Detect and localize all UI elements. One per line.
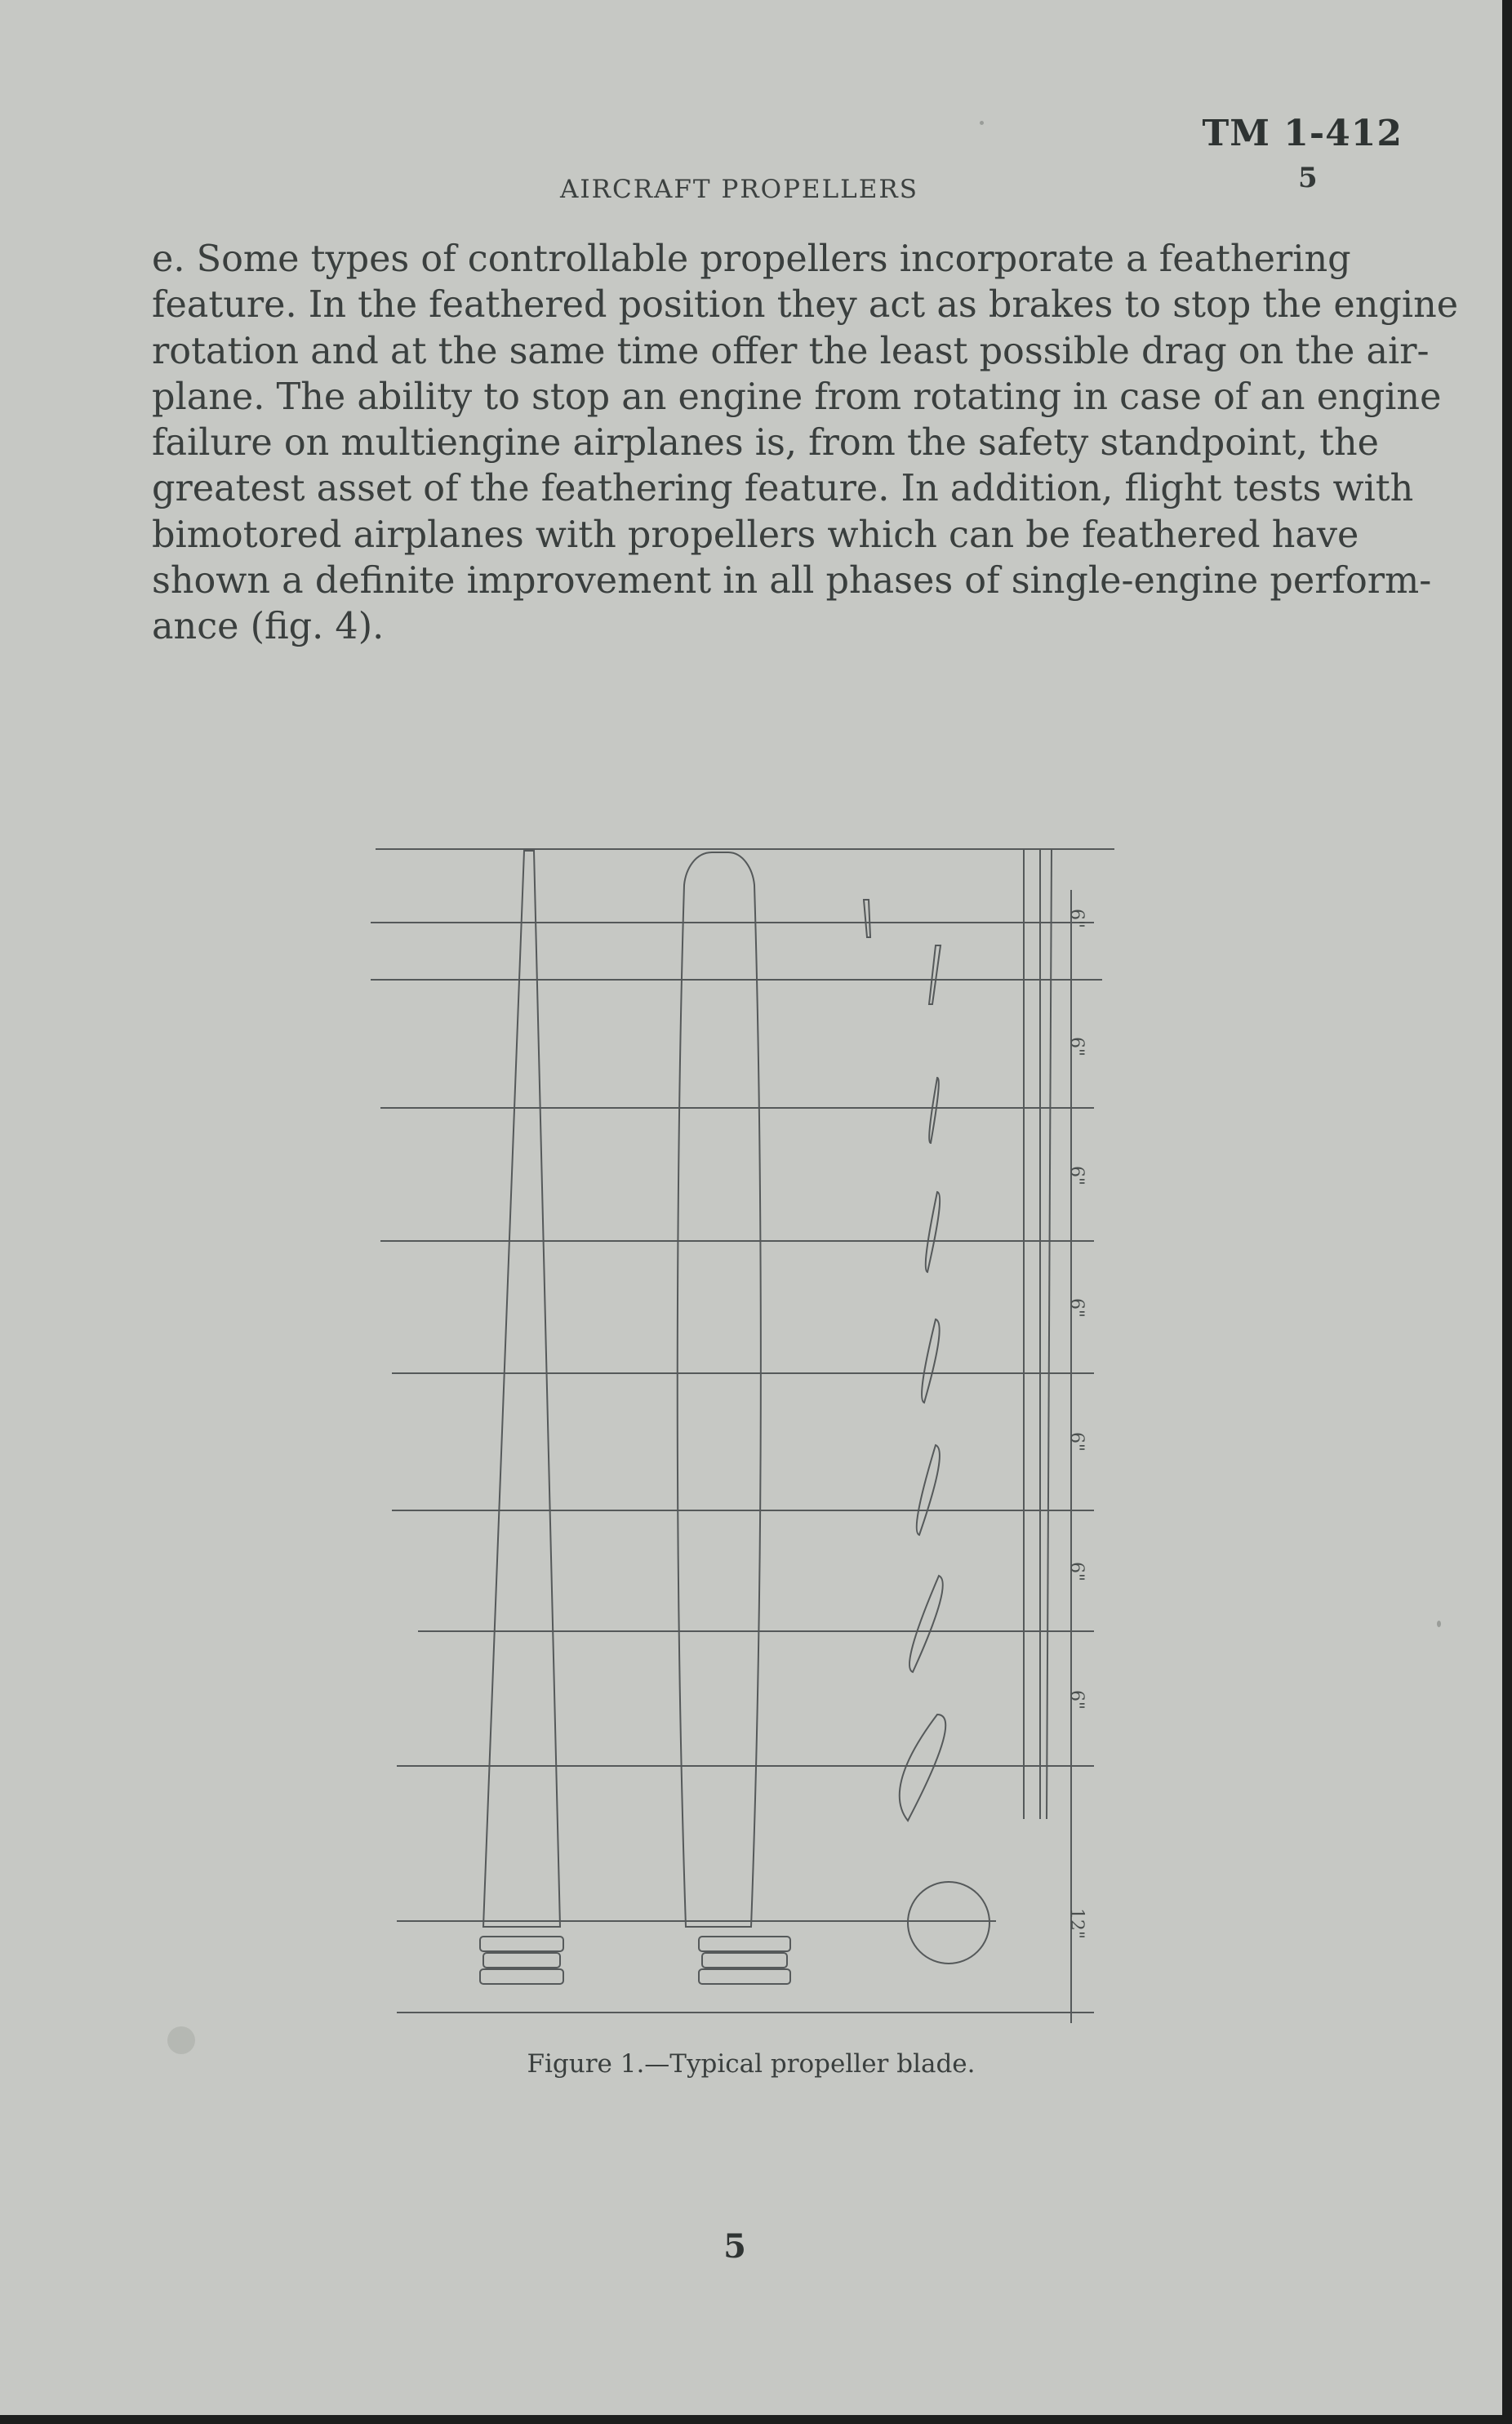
dimension-label: 6" [1066,1431,1087,1452]
page-number-bottom: 5 [723,2227,746,2266]
body-line: feature. In the feathered position they act as brakes to stop the engine [152,284,1459,327]
body-line: greatest asset of the feathering feature. In addition, flight tests with [152,468,1414,510]
body-line: e. Some types of controllable propellers incorporate a feathering [152,238,1351,280]
dimension-label: 6" [1066,1561,1087,1582]
running-head: AIRCRAFT PROPELLERS [560,175,918,204]
figure-caption: Figure 1.—Typical propeller blade. [527,2049,976,2079]
dimension-label: 6" [1066,1297,1087,1319]
body-line: rotation and at the same time offer the least possible drag on the air- [152,330,1430,372]
dimension-label: 6" [1066,1689,1087,1710]
body-line: shown a definite improvement in all phases of single-engine perform- [152,560,1432,603]
dimension-label: 6" [1066,1165,1087,1186]
dimension-label: 6" [1066,908,1087,929]
paper-speck [980,121,984,125]
document-id: TM 1-412 [1202,113,1403,154]
blade-hub-right [699,1937,790,1984]
station-lines [371,849,1114,2013]
airfoil-sections [864,900,989,1964]
blade-hub-left [480,1937,563,1984]
body-line: ance (fig. 4). [152,606,385,648]
propeller-blade-figure [359,833,1127,2041]
page-number-top: 5 [1298,162,1318,194]
body-paragraph [152,237,1459,651]
body-line: failure on multiengine airplanes is, from the safety standpoint, the [152,422,1380,465]
body-line: plane. The ability to stop an engine from rotating in case of an engine [152,376,1442,418]
body-line: bimotored airplanes with propellers which can be feathered have [152,514,1359,556]
dimension-labels [1066,909,1087,1939]
paper-speck [167,2026,195,2054]
paper-speck [1437,1621,1441,1627]
dimension-label: 6" [1066,1036,1087,1057]
dimension-label: 12" [1066,1907,1087,1940]
reference-lines [1024,849,1071,2023]
